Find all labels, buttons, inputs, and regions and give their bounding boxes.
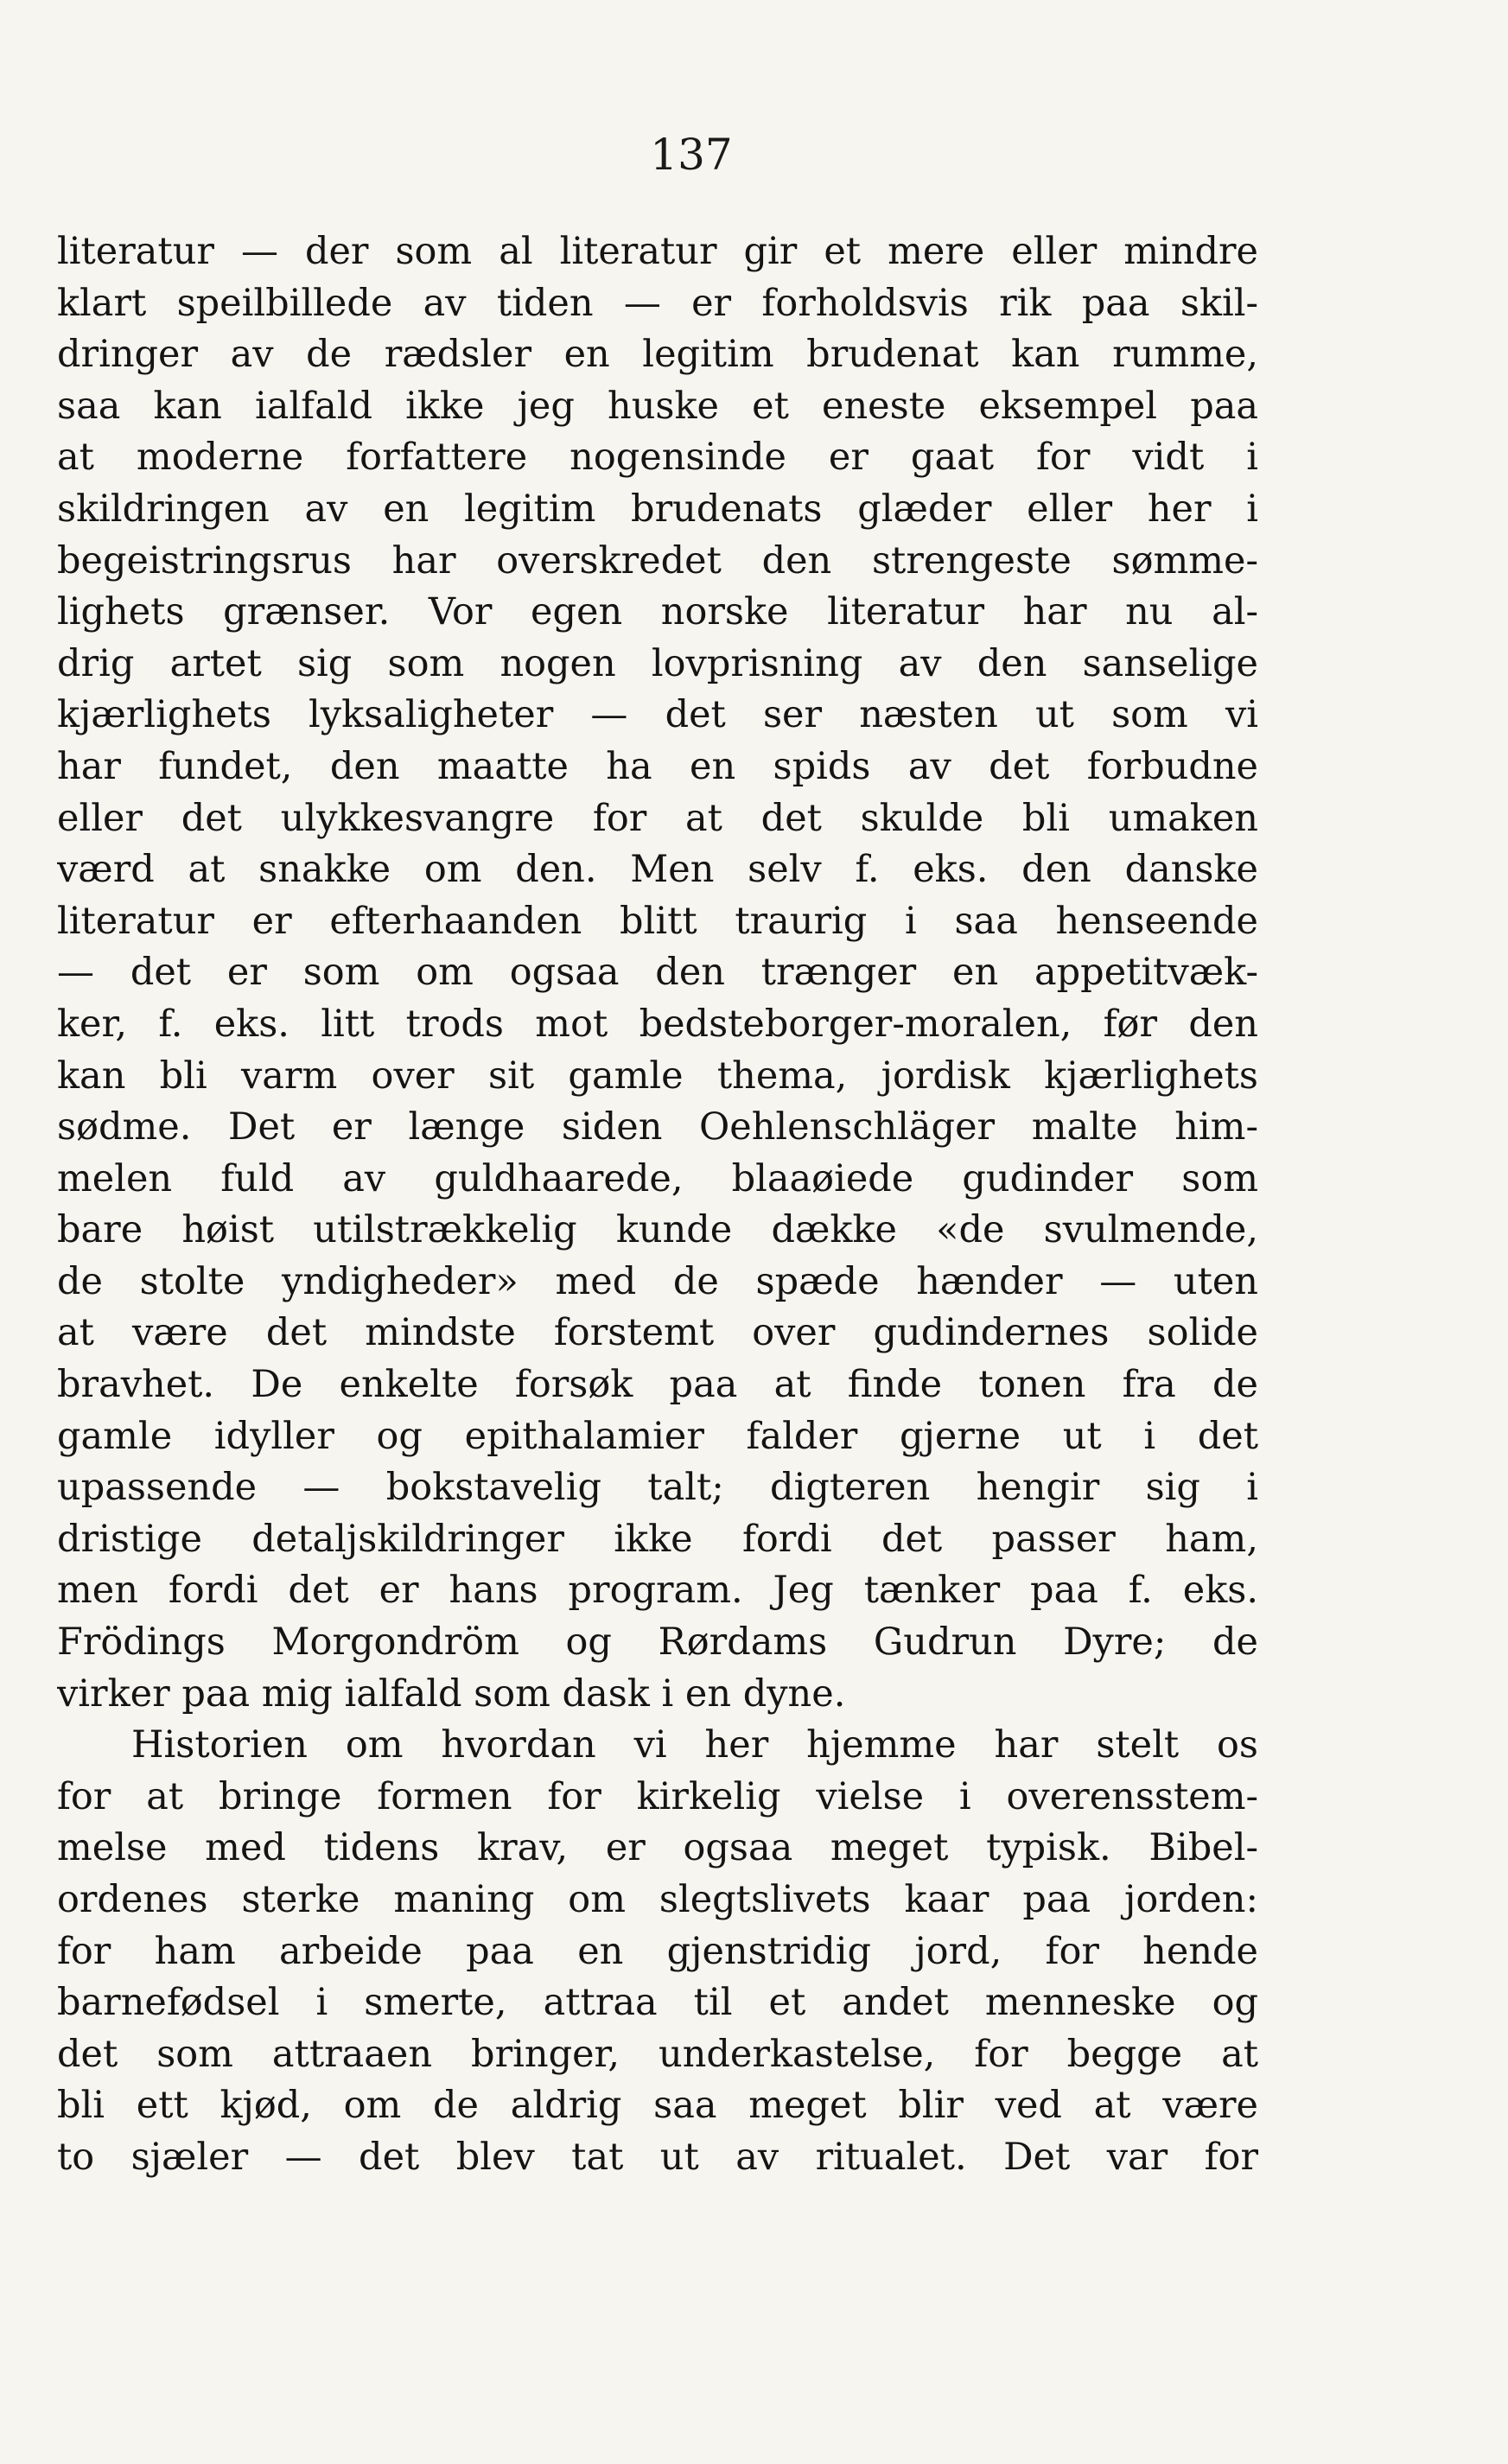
text-line: literatur — der som al literatur gir et mere eller mindre xyxy=(57,230,1258,273)
body-text xyxy=(57,226,1258,2184)
text-line: at moderne forfattere nogensinde er gaat for vidt i xyxy=(57,436,1258,480)
text-line: for at bringe formen for kirkelig vielse i overensstem- xyxy=(57,1774,1258,1818)
text-line: to sjæler — det blev tat ut av ritualet. Det var for xyxy=(57,2135,1258,2179)
text-line: dristige detaljskildringer ikke fordi det passer ham, xyxy=(57,1517,1258,1561)
text-line: det som attraaen bringer, underkastelse, for begge at xyxy=(57,2032,1258,2076)
text-line: melen fuld av guldhaarede, blaaøiede gudinder som xyxy=(57,1156,1258,1200)
text-line: gamle idyller og epithalamier falder gjerne ut i det xyxy=(57,1414,1258,1458)
text-line: bli ett kjød, om de aldrig saa meget blir ved at være xyxy=(57,2084,1258,2128)
text-line: kan bli varm over sit gamle thema, jordisk kjærlighets xyxy=(57,1054,1258,1098)
text-line: — det er som om ogsaa den trænger en appetitvæk- xyxy=(57,951,1258,995)
text-line: drig artet sig som nogen lovprisning av den sanselige xyxy=(57,641,1258,685)
text-line: dringer av de rædsler en legitim brudenat kan rumme, xyxy=(57,333,1258,377)
text-line-paragraph-start: Historien om hvordan vi her hjemme har stelt os xyxy=(131,1723,1258,1767)
text-line: bare høist utilstrækkelig kunde dække «de svulmende, xyxy=(57,1208,1258,1252)
text-line: lighets grænser. Vor egen norske literatur har nu al- xyxy=(57,590,1258,634)
text-line: sødme. Det er længe siden Oehlenschläger malte him- xyxy=(57,1105,1258,1149)
text-line: begeistringsrus har overskredet den strengeste sømme- xyxy=(57,538,1258,583)
text-line: bravhet. De enkelte forsøk paa at finde tonen fra de xyxy=(57,1363,1258,1407)
text-line: upassende — bokstavelig talt; digteren hengir sig i xyxy=(57,1466,1258,1510)
text-line: for ham arbeide paa en gjenstridig jord, for hende xyxy=(57,1929,1258,1973)
text-line: værd at snakke om den. Men selv f. eks. den danske xyxy=(57,848,1258,892)
text-line: Frödings Morgondröm og Rørdams Gudrun Dyre; de xyxy=(57,1620,1258,1665)
text-line: saa kan ialfald ikke jeg huske et eneste eksempel paa xyxy=(57,384,1258,428)
text-line: barnefødsel i smerte, attraa til et andet menneske og xyxy=(57,1981,1258,2025)
text-line: ker, f. eks. litt trods mot bedsteborger-moralen, før den xyxy=(57,1002,1258,1046)
text-line: de stolte yndigheder» med de spæde hænder — uten xyxy=(57,1259,1258,1303)
text-line: skildringen av en legitim brudenats glæder eller her i xyxy=(57,487,1258,531)
text-line: literatur er efterhaanden blitt traurig i saa henseende xyxy=(57,899,1258,943)
text-line: virker paa mig ialfald som dask i en dyne. xyxy=(57,1671,846,1716)
text-line: ordenes sterke maning om slegtslivets kaar paa jorden: xyxy=(57,1878,1258,1921)
text-line: klart speilbillede av tiden — er forholdsvis rik paa skil- xyxy=(57,281,1258,325)
text-line: melse med tidens krav, er ogsaa meget typisk. Bibel- xyxy=(57,1826,1258,1870)
text-line: kjærlighets lyksaligheter — det ser næsten ut som vi xyxy=(57,693,1258,737)
text-line: at være det mindste forstemt over gudindernes solide xyxy=(57,1311,1258,1355)
page-number: 137 xyxy=(650,130,733,180)
text-line: eller det ulykkesvangre for at det skulde bli umaken xyxy=(57,796,1258,840)
text-line: har fundet, den maatte ha en spids av det forbudne xyxy=(57,744,1258,788)
text-line: men fordi det er hans program. Jeg tænker paa f. eks. xyxy=(57,1569,1258,1613)
